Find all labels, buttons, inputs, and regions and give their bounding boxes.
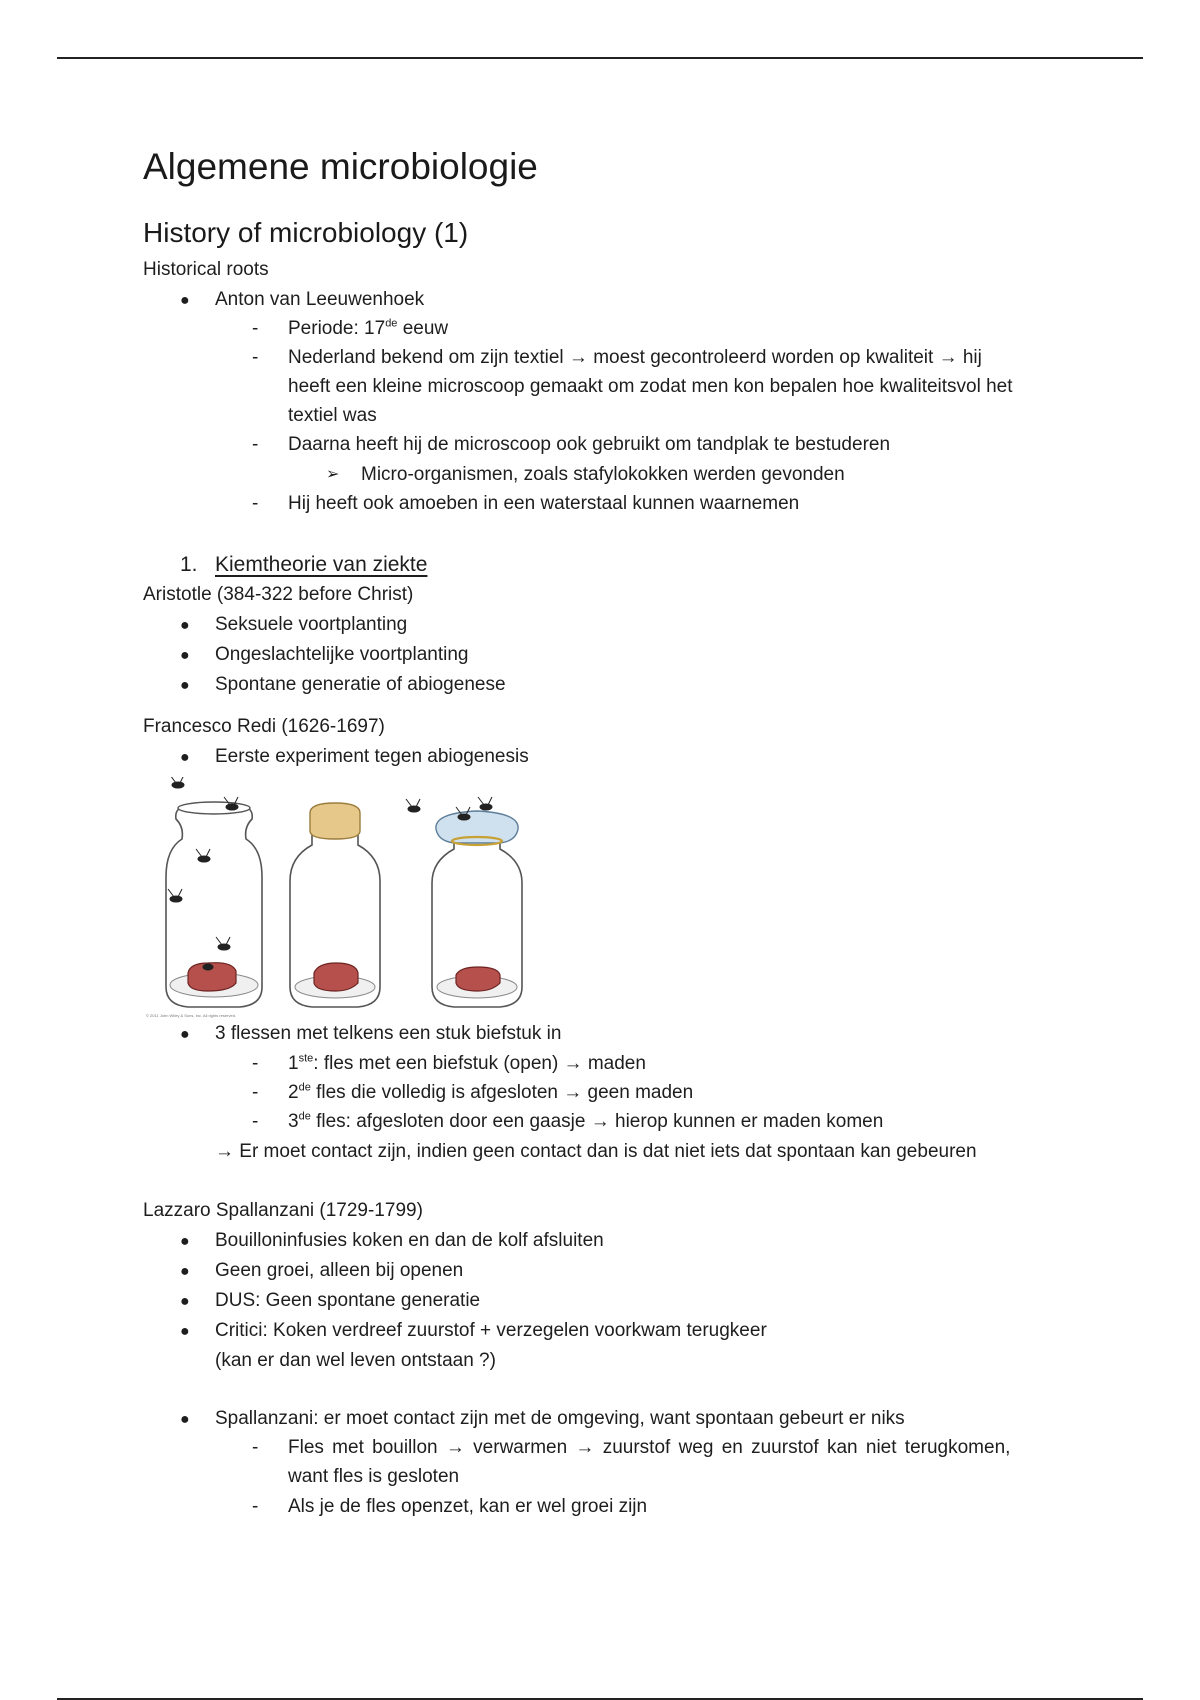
dash-icon: - — [252, 1111, 259, 1132]
list-item-continued: (kan er dan wel leven ontstaan ?) — [215, 1350, 496, 1371]
open-jar — [166, 802, 262, 1007]
dash-icon: - — [252, 1053, 259, 1074]
bullet-icon: ● — [180, 292, 190, 309]
bullet-icon: ● — [180, 677, 190, 694]
list-item: Spallanzani: er moet contact zijn met de omgeving, want spontaan gebeurt er niks — [215, 1408, 905, 1429]
list-item: 2de fles die volledig is afgesloten → geen maden — [288, 1081, 694, 1103]
list-item: Nederland bekend om zijn textiel → moest gecontroleerd worden op kwaliteit → hij — [288, 347, 982, 368]
list-item: 3de fles: afgesloten door een gaasje → hierop kunnen er maden komen — [288, 1110, 884, 1132]
list-item: Ongeslachtelijke voortplanting — [215, 644, 469, 665]
bullet-icon: ● — [180, 647, 190, 664]
bullet-icon: ● — [180, 1411, 190, 1428]
figure-credit: © 2011 John Wiley & Sons, Inc. All rights reserved. — [146, 1013, 237, 1018]
jars-illustration — [144, 777, 550, 1021]
list-item: DUS: Geen spontane generatie — [215, 1290, 481, 1311]
redi-experiment-figure — [144, 777, 550, 1021]
list-item-continued: heeft een kleine microscoop gemaakt om zodat men kon bepalen hoe kwaliteitsvol het — [288, 376, 1013, 397]
list-item: Geen groei, alleen bij openen — [215, 1260, 464, 1281]
page-title: Algemene microbiologie — [143, 146, 538, 187]
list-item: Bouilloninfusies koken en dan de kolf afsluiten — [215, 1230, 604, 1251]
dash-icon: - — [252, 1082, 259, 1103]
list-item: Fles met bouillon → verwarmen → zuurstof weg en zuurstof kan niet terugkomen, — [288, 1437, 1011, 1458]
list-item: Als je de fles openzet, kan er wel groei zijn — [288, 1496, 648, 1517]
bullet-icon: ● — [180, 1263, 190, 1280]
dash-icon: - — [252, 434, 259, 455]
redi-heading: Francesco Redi (1626-1697) — [143, 716, 385, 737]
person-name: Anton van Leeuwenhoek — [215, 289, 425, 310]
list-item-continued: want fles is gesloten — [288, 1466, 460, 1487]
dash-icon: - — [252, 1496, 259, 1517]
list-item: Micro-organismen, zoals stafylokokken werden gevonden — [361, 464, 845, 485]
conclusion-text: → Er moet contact zijn, indien geen contact dan is dat niet iets dat spontaan kan gebeuren — [215, 1141, 977, 1162]
section-title: History of microbiology (1) — [143, 217, 469, 248]
aristotle-heading: Aristotle (384-322 before Christ) — [143, 584, 414, 605]
list-item: Seksuele voortplanting — [215, 614, 408, 635]
list-item: Periode: 17de eeuw — [288, 317, 449, 339]
section-heading: Kiemtheorie van ziekte — [215, 553, 428, 576]
list-item: 3 flessen met telkens een stuk biefstuk in — [215, 1023, 562, 1044]
list-item: Eerste experiment tegen abiogenesis — [215, 746, 529, 767]
bullet-icon: ● — [180, 749, 190, 766]
bullet-icon: ● — [180, 1323, 190, 1340]
historical-roots-heading: Historical roots — [143, 259, 269, 280]
arrow-bullet-icon: ➢ — [326, 466, 340, 483]
list-item: Daarna heeft hij de microscoop ook gebruikt om tandplak te bestuderen — [288, 434, 891, 455]
spallanzani-heading: Lazzaro Spallanzani (1729-1799) — [143, 1200, 423, 1221]
list-item-continued: textiel was — [288, 405, 377, 426]
list-item: Spontane generatie of abiogenese — [215, 674, 506, 695]
list-item: Critici: Koken verdreef zuurstof + verzegelen voorkwam terugkeer — [215, 1320, 767, 1341]
list-item: Hij heeft ook amoeben in een waterstaal kunnen waarnemen — [288, 493, 800, 514]
gauze-jar — [432, 811, 522, 1007]
section-number: 1. — [180, 553, 198, 576]
bullet-icon: ● — [180, 1293, 190, 1310]
dash-icon: - — [252, 493, 259, 514]
bullet-icon: ● — [180, 1233, 190, 1250]
corked-jar — [290, 803, 380, 1007]
dash-icon: - — [252, 347, 259, 368]
bullet-icon: ● — [180, 1026, 190, 1043]
dash-icon: - — [252, 318, 259, 339]
list-item: 1ste: fles met een biefstuk (open) → maden — [288, 1052, 646, 1074]
bullet-icon: ● — [180, 617, 190, 634]
dash-icon: - — [252, 1437, 259, 1458]
